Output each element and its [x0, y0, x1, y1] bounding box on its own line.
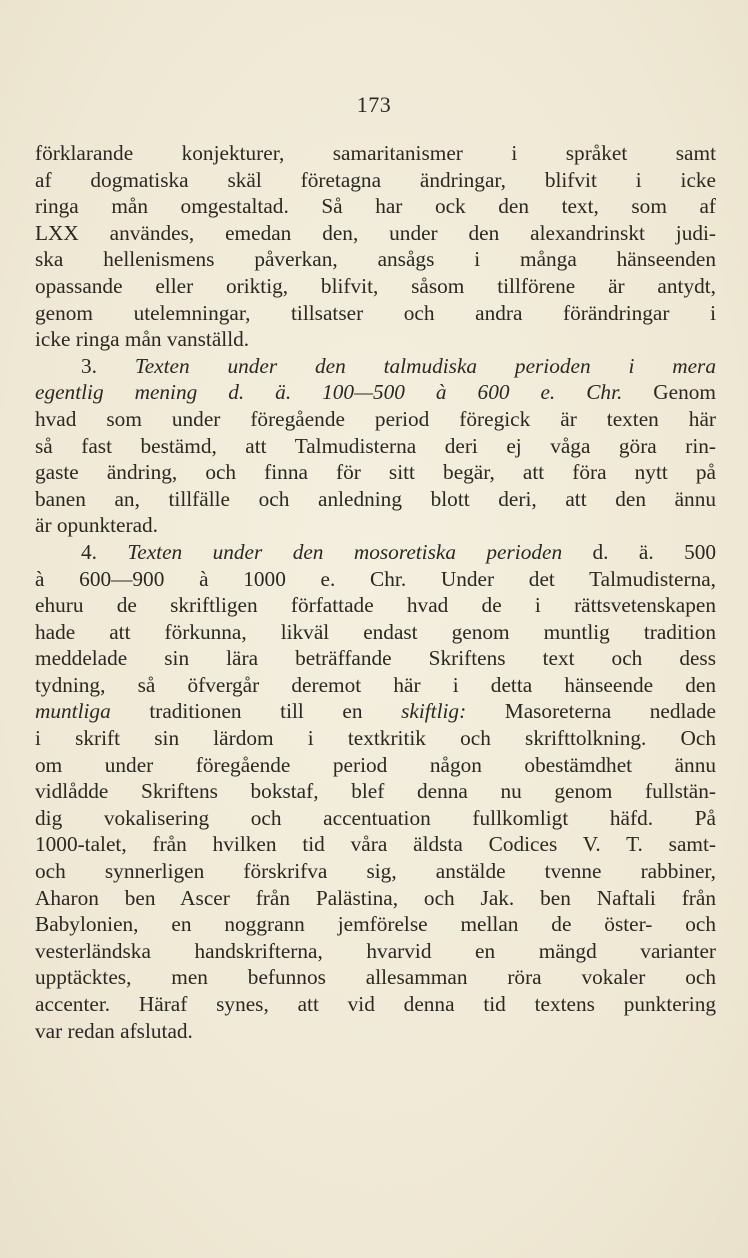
text-segment: Babylonien, en noggrann jemförelse mellan de öster- och — [35, 912, 716, 937]
text-line — [35, 938, 716, 965]
text-line — [35, 193, 716, 220]
text-segment: dig vokalisering och accentuation fullkomligt häfd. På — [35, 805, 716, 830]
text-line — [35, 326, 716, 353]
italic-text-segment: egentlig mening d. ä. 100—500 à 600 e. Chr. — [35, 380, 623, 405]
text-segment: tydning, så öfvergår deremot här i detta hänseende den — [35, 672, 716, 697]
text-segment: förklarande konjekturer, samaritanismer i språket samt — [35, 141, 716, 165]
text-line — [35, 672, 716, 699]
text-line — [35, 512, 716, 539]
text-line — [35, 698, 716, 725]
text-segment: meddelade sin lära beträffande Skriftens text och dess — [35, 646, 716, 671]
italic-text-segment: skiftlig: — [401, 699, 467, 724]
text-line — [35, 459, 716, 486]
text-line — [35, 273, 716, 300]
text-line — [35, 379, 716, 406]
italic-text-segment: Texten under den talmudiska perioden i mera — [134, 353, 716, 378]
text-segment: icke ringa mån vanställd. — [35, 327, 250, 352]
text-line — [35, 752, 716, 779]
text-line — [35, 246, 716, 273]
text-segment: hade att förkunna, likväl endast genom muntlig tradition — [35, 619, 716, 644]
text-line — [35, 911, 716, 938]
text-segment: hvad som under föregående period föregick är texten här — [35, 406, 716, 431]
body-text — [35, 140, 716, 1044]
text-segment: traditionen till en — [110, 699, 402, 724]
text-segment: så fast bestämd, att Talmudisterna deri ej våga göra rin- — [35, 433, 716, 458]
text-line — [35, 619, 716, 646]
text-segment: upptäcktes, men befunnos allesamman röra vokaler och — [35, 965, 716, 990]
text-segment: LXX användes, emedan den, under den alexandrinskt judi- — [35, 220, 716, 245]
text-line — [35, 140, 716, 167]
text-segment: accenter. Häraf synes, att vid denna tid textens punktering — [35, 992, 716, 1016]
text-segment: Aharon ben Ascer från Palästina, och Jak. ben Naftali från — [35, 885, 716, 910]
text-segment: i skrift sin lärdom i textkritik och skrifttolkning. Och — [35, 726, 716, 751]
text-segment: genom utelemningar, tillsatser och andra förändringar i — [35, 300, 716, 325]
text-line — [35, 831, 716, 858]
text-segment: à 600—900 à 1000 e. Chr. Under det Talmudisterna, — [35, 566, 716, 591]
text-segment: Genom — [622, 380, 716, 405]
text-segment: gaste ändring, och finna för sitt begär, att föra nytt på — [35, 460, 716, 485]
text-segment: Masoreterna nedlade — [466, 699, 716, 724]
text-line — [35, 645, 716, 672]
text-line — [35, 991, 716, 1018]
text-line — [35, 220, 716, 247]
text-line — [35, 778, 716, 805]
text-line — [35, 885, 716, 912]
text-line — [35, 433, 716, 460]
text-segment: banen an, tillfälle och anledning blott deri, att den ännu — [35, 486, 716, 511]
text-line — [35, 964, 716, 991]
text-line — [35, 486, 716, 513]
text-segment: var redan afslutad. — [35, 1018, 193, 1043]
text-segment: vesterländska handskrifterna, hvarvid en mängd varianter — [35, 938, 716, 963]
text-line — [35, 805, 716, 832]
text-segment: och synnerligen förskrifva sig, anstälde tvenne rabbiner, — [35, 859, 716, 884]
text-line — [35, 406, 716, 433]
text-line — [35, 592, 716, 619]
text-segment: om under föregående period någon obestämdhet ännu — [35, 752, 716, 777]
text-segment: är opunkterad. — [35, 513, 158, 538]
text-line — [35, 539, 716, 566]
text-line — [35, 725, 716, 752]
text-segment: ringa mån omgestaltad. Så har ock den text, som af — [35, 194, 716, 219]
italic-text-segment: Texten under den mosoretiska perioden — [127, 539, 563, 564]
italic-text-segment: muntliga — [35, 699, 111, 724]
text-segment: d. ä. 500 — [562, 539, 717, 564]
text-line — [35, 300, 716, 327]
page-number: 173 — [356, 92, 392, 117]
text-segment: 1000-talet, från hvilken tid våra äldsta Codices V. T. samt- — [35, 832, 716, 857]
text-segment: opassande eller oriktig, blifvit, såsom tillförene är antydt, — [35, 273, 716, 298]
text-segment: ska hellenismens påverkan, ansågs i många hänseenden — [35, 247, 716, 272]
text-segment: 4. — [81, 539, 128, 564]
text-line — [35, 167, 716, 194]
text-line — [35, 353, 716, 380]
text-segment: ehuru de skriftligen författade hvad de i rättsvetenskapen — [35, 593, 716, 618]
text-segment: 3. — [81, 353, 135, 378]
text-segment: vidlådde Skriftens bokstaf, blef denna nu genom fullstän- — [35, 779, 716, 804]
text-line — [35, 858, 716, 885]
text-segment: af dogmatiska skäl företagna ändringar, blifvit i icke — [35, 167, 716, 192]
text-line — [35, 566, 716, 593]
text-line — [35, 1018, 716, 1045]
